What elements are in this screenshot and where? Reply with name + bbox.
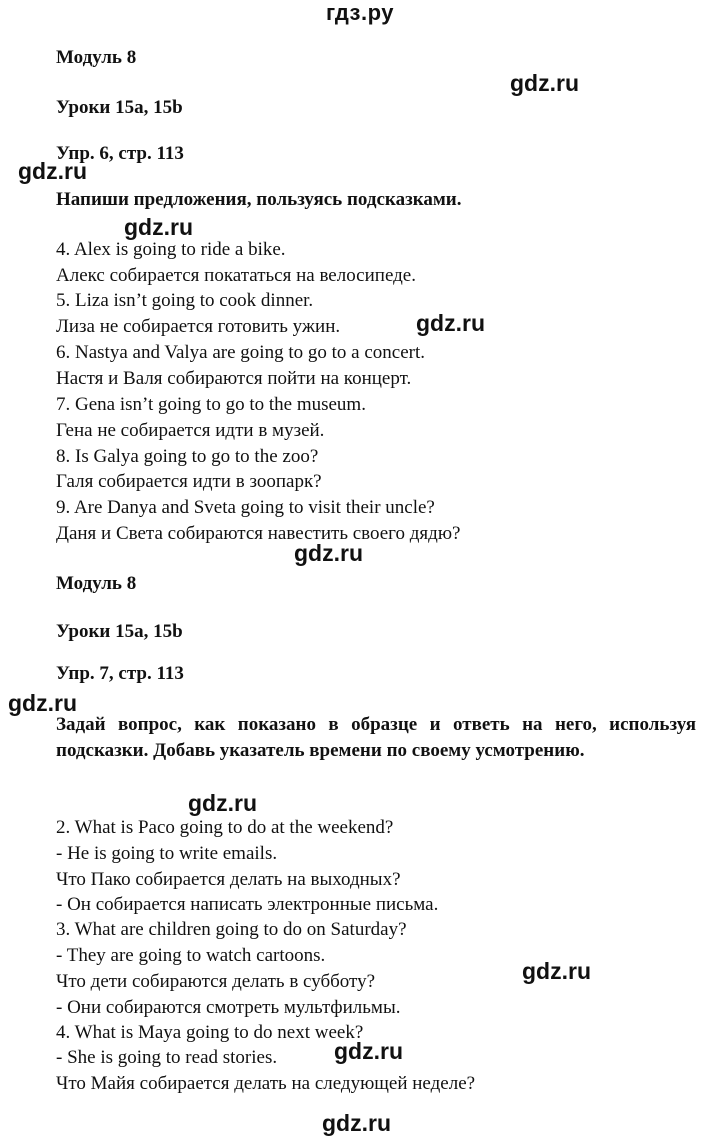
answer-line: - Он собирается написать электронные письма.: [56, 894, 439, 915]
answer-line: - Они собираются смотреть мультфильмы.: [56, 997, 401, 1018]
answer-line: Галя собирается идти в зоопарк?: [56, 471, 322, 492]
answer-line: Что дети собираются делать в субботу?: [56, 971, 376, 992]
answer-line: 9. Are Danya and Sveta going to visit their uncle?: [56, 497, 435, 518]
answer-line: Лиза не собирается готовить ужин.: [56, 316, 341, 337]
answer-line: Алекс собирается покататься на велосипеде.: [56, 265, 416, 286]
watermark: gdz.ru: [188, 790, 257, 816]
instruction-1: Напиши предложения, пользуясь подсказками.: [56, 189, 462, 210]
watermark: gdz.ru: [334, 1038, 403, 1064]
answer-line: - She is going to read stories.: [56, 1047, 278, 1068]
watermark: gdz.ru: [294, 540, 363, 566]
answer-line: - He is going to write emails.: [56, 843, 278, 864]
instruction-2: Задай вопрос, как показано в образце и ответь на него, используя подсказки. Добавь указатель времени по своему усмотрению.: [56, 714, 696, 761]
module-heading-2: Модуль 8: [56, 573, 137, 594]
answer-line: Настя и Валя собираются пойти на концерт.: [56, 368, 412, 389]
watermark: gdz.ru: [416, 310, 485, 336]
answer-line: Что Майя собирается делать на следующей неделе?: [56, 1073, 476, 1094]
answer-line: 2. What is Paco going to do at the weekend?: [56, 817, 394, 838]
site-header: гдз.ру: [326, 0, 394, 25]
answer-line: 3. What are children going to do on Saturday?: [56, 919, 407, 940]
watermark: gdz.ru: [8, 690, 77, 716]
answer-line: Гена не собирается идти в музей.: [56, 420, 325, 441]
answer-line: 5. Liza isn’t going to cook dinner.: [56, 290, 314, 311]
answer-line: Что Пако собирается делать на выходных?: [56, 869, 401, 890]
answer-line: 8. Is Galya going to go to the zoo?: [56, 446, 319, 467]
watermark: gdz.ru: [18, 158, 87, 184]
answer-line: 4. What is Maya going to do next week?: [56, 1022, 364, 1043]
answer-line: 4. Alex is going to ride a bike.: [56, 239, 286, 260]
exercise-heading-2: Упр. 7, стр. 113: [56, 663, 184, 684]
watermark: gdz.ru: [322, 1110, 391, 1136]
exercise-heading-1: Упр. 6, стр. 113: [56, 143, 184, 164]
answer-line: 6. Nastya and Valya are going to go to a concert.: [56, 342, 425, 363]
watermark: gdz.ru: [510, 70, 579, 96]
watermark: gdz.ru: [124, 214, 193, 240]
lessons-heading-2: Уроки 15a, 15b: [56, 621, 183, 642]
watermark: gdz.ru: [522, 958, 591, 984]
module-heading-1: Модуль 8: [56, 47, 137, 68]
answer-line: - They are going to watch cartoons.: [56, 945, 326, 966]
lessons-heading-1: Уроки 15a, 15b: [56, 97, 183, 118]
answer-line: 7. Gena isn’t going to go to the museum.: [56, 394, 366, 415]
answer-line: Даня и Света собираются навестить своего дядю?: [56, 523, 461, 544]
